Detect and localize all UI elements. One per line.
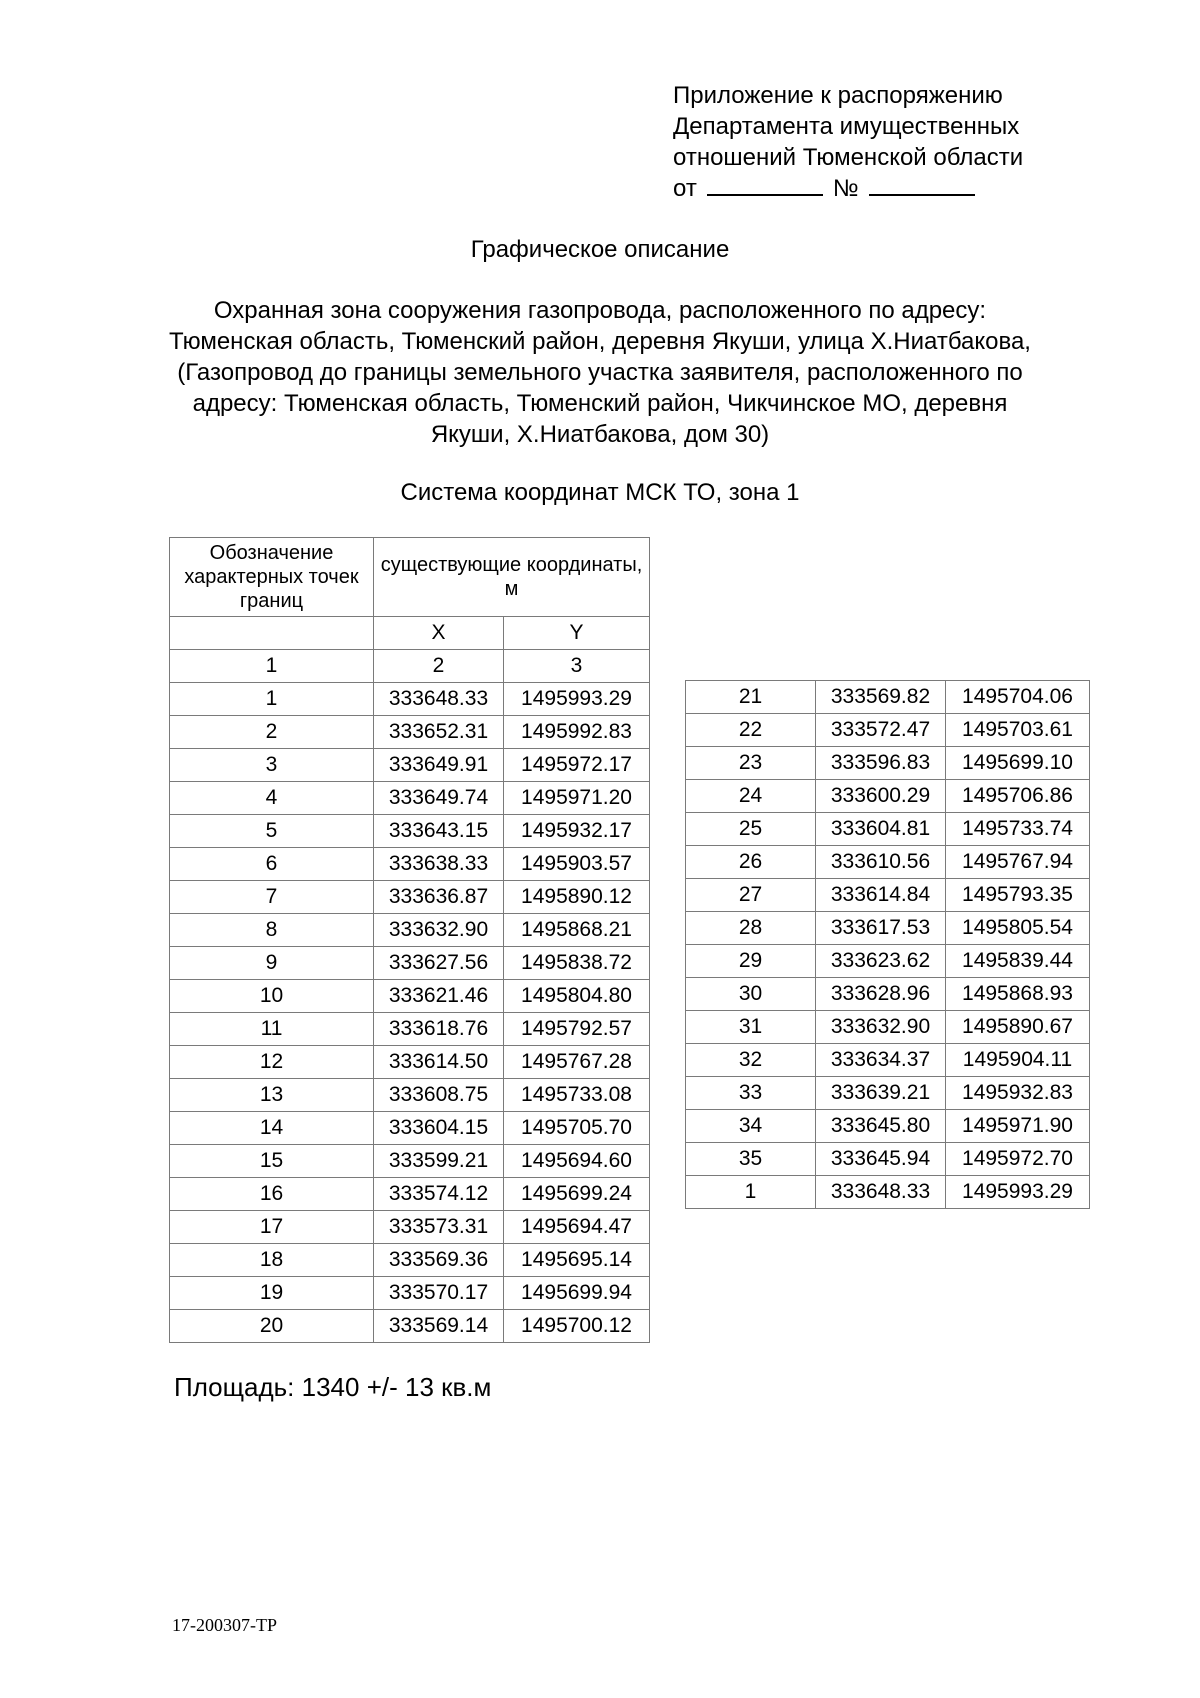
point-number: 25	[686, 813, 816, 846]
header-points: Обозначение характерных точек границ	[170, 538, 374, 617]
x-coordinate: 333614.50	[374, 1046, 504, 1079]
y-coordinate: 1495733.74	[946, 813, 1090, 846]
y-coordinate: 1495993.29	[504, 683, 650, 716]
document-title: Графическое описание	[470, 236, 730, 263]
table-row	[686, 912, 1090, 945]
header-x: X	[374, 617, 504, 650]
y-coordinate: 1495890.12	[504, 881, 650, 914]
y-coordinate: 1495699.94	[504, 1277, 650, 1310]
coordinates-table-left	[169, 537, 650, 1343]
document-code: 17-200307-ТР	[172, 1615, 277, 1635]
y-coordinate: 1495792.57	[504, 1013, 650, 1046]
x-coordinate: 333638.33	[374, 848, 504, 881]
x-coordinate: 333623.62	[816, 945, 946, 978]
point-number: 6	[170, 848, 374, 881]
x-coordinate: 333569.82	[816, 681, 946, 714]
x-coordinate: 333645.94	[816, 1143, 946, 1176]
x-coordinate: 333632.90	[816, 1011, 946, 1044]
y-coordinate: 1495903.57	[504, 848, 650, 881]
number-blank	[869, 174, 975, 196]
y-coordinate: 1495706.86	[946, 780, 1090, 813]
point-number: 1	[170, 683, 374, 716]
x-coordinate: 333628.96	[816, 978, 946, 1011]
table-row	[686, 978, 1090, 1011]
x-coordinate: 333652.31	[374, 716, 504, 749]
appendix-date-number-line	[673, 173, 1023, 204]
point-number: 13	[170, 1079, 374, 1112]
point-number: 19	[170, 1277, 374, 1310]
x-coordinate: 333614.84	[816, 879, 946, 912]
y-coordinate: 1495699.24	[504, 1178, 650, 1211]
table-row	[170, 1211, 650, 1244]
x-coordinate: 333649.74	[374, 782, 504, 815]
x-coordinate: 333572.47	[816, 714, 946, 747]
table-row	[170, 683, 650, 716]
table-row	[686, 1044, 1090, 1077]
date-blank	[707, 174, 823, 196]
y-coordinate: 1495838.72	[504, 947, 650, 980]
table-row	[170, 815, 650, 848]
point-number: 21	[686, 681, 816, 714]
y-coordinate: 1495804.80	[504, 980, 650, 1013]
point-number: 9	[170, 947, 374, 980]
point-number: 8	[170, 914, 374, 947]
number-sign: №	[832, 175, 859, 202]
appendix-line: Приложение к распоряжению	[673, 82, 1003, 109]
table-row	[170, 1310, 650, 1343]
table-row	[170, 848, 650, 881]
point-number: 4	[170, 782, 374, 815]
y-coordinate: 1495805.54	[946, 912, 1090, 945]
table-row	[686, 1176, 1090, 1209]
table-row	[170, 1244, 650, 1277]
point-number: 11	[170, 1013, 374, 1046]
table-header-row	[170, 538, 650, 617]
x-coordinate: 333596.83	[816, 747, 946, 780]
x-coordinate: 333634.37	[816, 1044, 946, 1077]
point-number: 3	[170, 749, 374, 782]
point-number: 10	[170, 980, 374, 1013]
point-number: 22	[686, 714, 816, 747]
table-row	[686, 1011, 1090, 1044]
y-coordinate: 1495890.67	[946, 1011, 1090, 1044]
y-coordinate: 1495703.61	[946, 714, 1090, 747]
column-number: 2	[374, 650, 504, 683]
table-row	[170, 1277, 650, 1310]
y-coordinate: 1495839.44	[946, 945, 1090, 978]
zone-description	[0, 295, 1200, 450]
header-empty-cell	[170, 617, 374, 650]
x-coordinate: 333569.36	[374, 1244, 504, 1277]
coordinates-table-right	[685, 680, 1090, 1209]
y-coordinate: 1495904.11	[946, 1044, 1090, 1077]
y-coordinate: 1495993.29	[946, 1176, 1090, 1209]
point-number: 1	[686, 1176, 816, 1209]
y-coordinate: 1495704.06	[946, 681, 1090, 714]
y-coordinate: 1495733.08	[504, 1079, 650, 1112]
table-row	[686, 714, 1090, 747]
date-prefix: от	[673, 175, 697, 202]
point-number: 26	[686, 846, 816, 879]
zone-description-line: (Газопровод до границы земельного участка заявителя, расположенного по	[177, 359, 1023, 386]
y-coordinate: 1495992.83	[504, 716, 650, 749]
x-coordinate: 333648.33	[374, 683, 504, 716]
point-number: 18	[170, 1244, 374, 1277]
table-row	[686, 747, 1090, 780]
appendix-header	[673, 80, 1023, 204]
y-coordinate: 1495868.93	[946, 978, 1090, 1011]
x-coordinate: 333608.75	[374, 1079, 504, 1112]
y-coordinate: 1495694.47	[504, 1211, 650, 1244]
point-number: 28	[686, 912, 816, 945]
y-coordinate: 1495705.70	[504, 1112, 650, 1145]
point-number: 7	[170, 881, 374, 914]
x-coordinate: 333570.17	[374, 1277, 504, 1310]
point-number: 15	[170, 1145, 374, 1178]
table-row	[170, 1079, 650, 1112]
x-coordinate: 333604.81	[816, 813, 946, 846]
point-number: 2	[170, 716, 374, 749]
x-coordinate: 333573.31	[374, 1211, 504, 1244]
point-number: 27	[686, 879, 816, 912]
y-coordinate: 1495932.17	[504, 815, 650, 848]
y-coordinate: 1495971.90	[946, 1110, 1090, 1143]
y-coordinate: 1495971.20	[504, 782, 650, 815]
coordinate-system-label: Система координат МСК ТО, зона 1	[400, 479, 800, 506]
column-number: 3	[504, 650, 650, 683]
point-number: 17	[170, 1211, 374, 1244]
y-coordinate: 1495972.17	[504, 749, 650, 782]
appendix-line: отношений Тюменской области	[673, 144, 1024, 171]
y-coordinate: 1495699.10	[946, 747, 1090, 780]
zone-description-line: Якуши, Х.Ниатбакова, дом 30)	[430, 421, 770, 448]
y-coordinate: 1495972.70	[946, 1143, 1090, 1176]
table-row	[170, 1013, 650, 1046]
x-coordinate: 333617.53	[816, 912, 946, 945]
header-coordinates: существующие координаты, м	[374, 538, 650, 617]
y-coordinate: 1495793.35	[946, 879, 1090, 912]
x-coordinate: 333618.76	[374, 1013, 504, 1046]
table-row	[170, 1145, 650, 1178]
x-coordinate: 333621.46	[374, 980, 504, 1013]
table-row	[686, 945, 1090, 978]
table-row	[170, 782, 650, 815]
table-row	[170, 1112, 650, 1145]
table-row	[170, 914, 650, 947]
x-coordinate: 333599.21	[374, 1145, 504, 1178]
area-value: Площадь: 1340 +/- 13 кв.м	[174, 1372, 492, 1402]
header-y: Y	[504, 617, 650, 650]
x-coordinate: 333600.29	[816, 780, 946, 813]
table-row	[686, 846, 1090, 879]
point-number: 29	[686, 945, 816, 978]
table-column-number-row	[170, 650, 650, 683]
table-row	[170, 1046, 650, 1079]
table-row	[686, 1077, 1090, 1110]
column-number: 1	[170, 650, 374, 683]
x-coordinate: 333645.80	[816, 1110, 946, 1143]
x-coordinate: 333627.56	[374, 947, 504, 980]
y-coordinate: 1495932.83	[946, 1077, 1090, 1110]
table-row	[686, 879, 1090, 912]
x-coordinate: 333569.14	[374, 1310, 504, 1343]
y-coordinate: 1495700.12	[504, 1310, 650, 1343]
x-coordinate: 333632.90	[374, 914, 504, 947]
table-row	[686, 813, 1090, 846]
x-coordinate: 333643.15	[374, 815, 504, 848]
table-row	[686, 1143, 1090, 1176]
zone-description-line: адресу: Тюменская область, Тюменский район, Чикчинское МО, деревня	[192, 390, 1008, 417]
appendix-line: Департамента имущественных	[673, 113, 1020, 140]
y-coordinate: 1495868.21	[504, 914, 650, 947]
x-coordinate: 333574.12	[374, 1178, 504, 1211]
zone-description-line: Охранная зона сооружения газопровода, расположенного по адресу:	[213, 297, 987, 324]
table-row	[686, 780, 1090, 813]
x-coordinate: 333649.91	[374, 749, 504, 782]
point-number: 5	[170, 815, 374, 848]
y-coordinate: 1495767.94	[946, 846, 1090, 879]
point-number: 34	[686, 1110, 816, 1143]
point-number: 14	[170, 1112, 374, 1145]
point-number: 12	[170, 1046, 374, 1079]
table-row	[686, 1110, 1090, 1143]
point-number: 35	[686, 1143, 816, 1176]
point-number: 24	[686, 780, 816, 813]
x-coordinate: 333604.15	[374, 1112, 504, 1145]
table-axis-row	[170, 617, 650, 650]
point-number: 23	[686, 747, 816, 780]
point-number: 32	[686, 1044, 816, 1077]
table-row	[170, 980, 650, 1013]
table-row	[170, 716, 650, 749]
point-number: 31	[686, 1011, 816, 1044]
x-coordinate: 333610.56	[816, 846, 946, 879]
y-coordinate: 1495694.60	[504, 1145, 650, 1178]
table-row	[686, 681, 1090, 714]
point-number: 33	[686, 1077, 816, 1110]
point-number: 16	[170, 1178, 374, 1211]
y-coordinate: 1495695.14	[504, 1244, 650, 1277]
table-row	[170, 749, 650, 782]
table-row	[170, 881, 650, 914]
x-coordinate: 333639.21	[816, 1077, 946, 1110]
table-row	[170, 1178, 650, 1211]
table-row	[170, 947, 650, 980]
zone-description-line: Тюменская область, Тюменский район, деревня Якуши, улица Х.Ниатбакова,	[169, 328, 1031, 355]
point-number: 20	[170, 1310, 374, 1343]
y-coordinate: 1495767.28	[504, 1046, 650, 1079]
x-coordinate: 333648.33	[816, 1176, 946, 1209]
point-number: 30	[686, 978, 816, 1011]
x-coordinate: 333636.87	[374, 881, 504, 914]
